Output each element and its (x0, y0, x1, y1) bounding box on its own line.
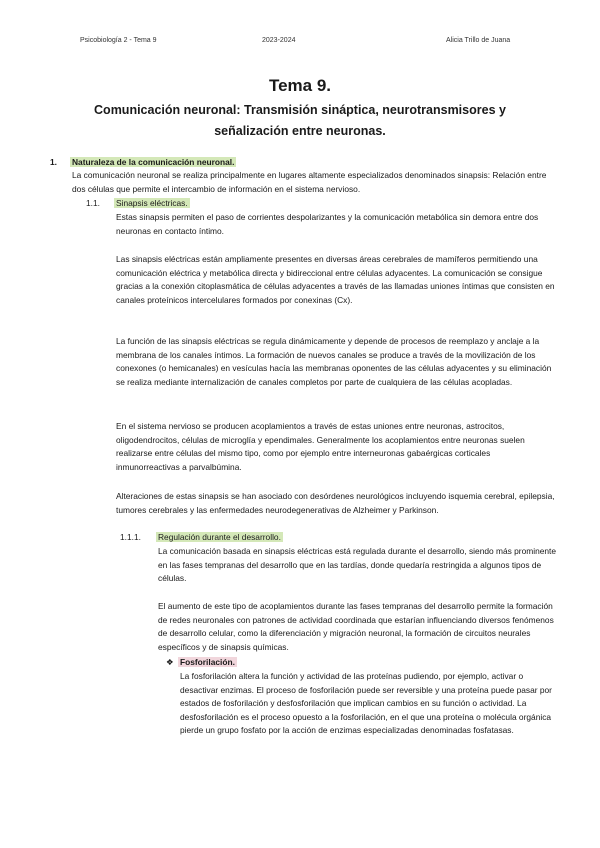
page-subtitle: Comunicación neuronal: Transmisión sináptica, neurotransmisores y señalización entre neuronas. (94, 103, 506, 138)
section-1-1-paragraph-3: La función de las sinapsis eléctricas se regula dinámicamente y depende de procesos de reemplazo y anclaje a la membrana de los canales íntimos. La formación de nuevos canales se produce a través de la movilización de los conexones (o hemicanales) en vesículas hacía las membranas oponentes de las células adyacentes y su eliminación se realiza mediante internalización de canales completos por parte de cualquiera de las células acopladas. (116, 336, 552, 387)
section-1-heading: Naturaleza de la comunicación neuronal. (72, 157, 235, 167)
page-title: Tema 9. (268, 76, 332, 95)
fosforilacion-heading: Fosforilación. (180, 657, 235, 667)
fosforilacion-paragraph: La fosforilación altera la función y actividad de las proteínas pudiendo, por ejemplo, activar o desactivar enzimas. El proceso de fosforilación puede ser reversible y una proteína puede pasar por estados de fosforilación y desfosforilación que implican cambios en su función o actividad. La desfosforilación es el proceso opuesto a la fosforilación, en el que una proteína o molécula orgánica pierde un grupo fosfato por la acción de enzimas especializadas denominadas fosfatasas. (180, 671, 552, 735)
section-1-1-1-paragraph-2: El aumento de este tipo de acoplamientos durante las fases tempranas del desarrollo permite la formación de redes neuronales con patrones de actividad coordinada que estarían influenciando diversos fenómenos de desarrollo celular, como la diferenciación y migración neuronal, la formación de circuitos neurales específicos y de sinapsis químicas. (158, 601, 554, 652)
section-1-1-paragraph-1: Estas sinapsis permiten el paso de corrientes despolarizantes y la comunicación metabólica sin demora entre dos neuronas en contacto íntimo. (116, 212, 539, 236)
section-1-1-paragraph-4: En el sistema nervioso se producen acoplamientos a través de estas uniones entre neuronas, astrocitos, oligodendrocitos, células de microglía y ependimales. Generalmente los acoplamientos entre neuronas suelen realizarse entre células del mismo tipo, como por ejemplo entre interneuronas gabaérgicas corticales inmunorreactivas a parvalbúmina. (116, 421, 525, 472)
section-1-intro: La comunicación neuronal se realiza principalmente en lugares altamente especializados denominados sinapsis: Relación entre dos células que permite el intercambio de información en el sistema nervioso. (72, 170, 547, 194)
section-1-1-1-paragraph-1: La comunicación basada en sinapsis eléctricas está regulada durante el desarrollo, siendo más prominente en las fases tempranas del desarrollo que en las tardías, donde quedaría restringida a algunos tipos de células. (158, 546, 557, 583)
section-1-1-1-heading: Regulación durante el desarrollo. (158, 532, 281, 542)
header-year: 2023-2024 (262, 37, 296, 44)
section-1-1-number: 1.1. (86, 198, 100, 208)
header-subject: Psicobiología 2 - Tema 9 (80, 37, 157, 44)
section-1-1-paragraph-5: Alteraciones de estas sinapsis se han asociado con desórdenes neurológicos incluyendo isquemia cerebral, epilepsia, tumores cerebrales y las enfermedades neurodegenerativas de Alzheimer y Parkinson. (116, 491, 555, 515)
diamond-bullet-icon: ❖ (166, 657, 174, 667)
section-1-1-heading: Sinapsis eléctricas. (116, 198, 188, 208)
section-1-1-1-number: 1.1.1. (120, 532, 141, 542)
section-1-number: 1. (50, 157, 57, 167)
header-author: Alicia Trillo de Juana (446, 37, 511, 44)
section-1-1-paragraph-2: Las sinapsis eléctricas están ampliamente presentes en diversas áreas cerebrales de mamíferos permitiendo una comunicación eléctrica y metabólica directa y bidireccional entre células adyacentes. La comunicación se consigue gracias a la conexión citoplasmática de células adyacentes a través de las llamadas uniones íntimas que consisten en canales proteínicos intercelulares formados por conexinas (Cx). (116, 254, 555, 305)
